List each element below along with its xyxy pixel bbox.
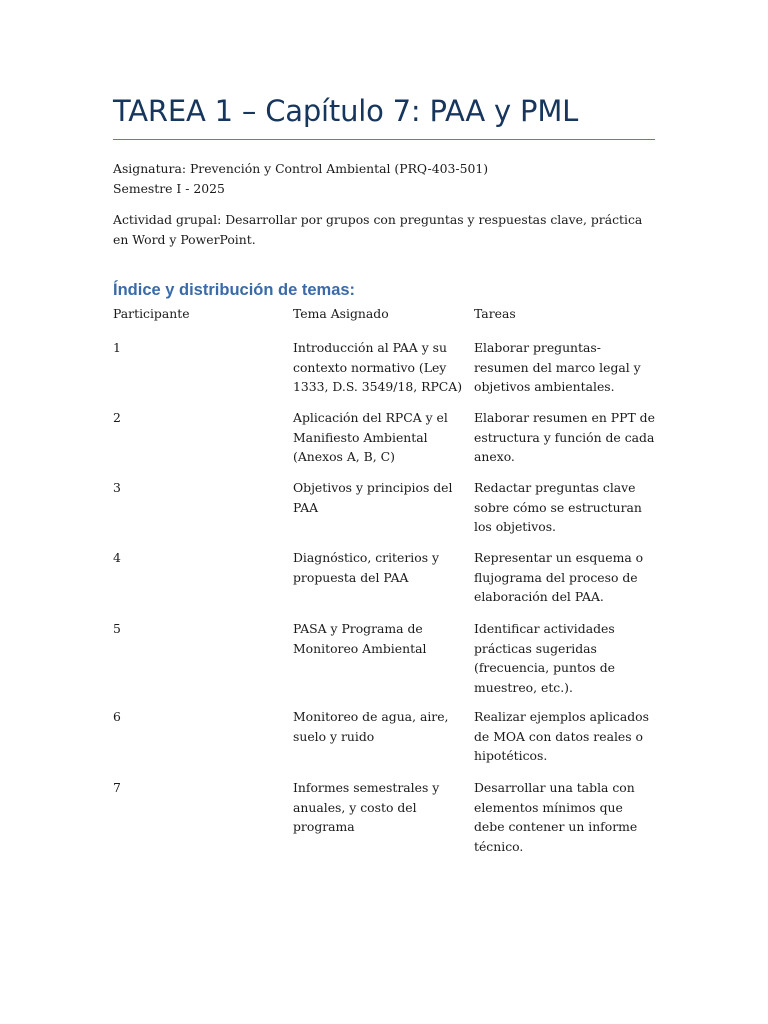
task-cell: Representar un esquema o flujograma del proceso de elaboración del PAA. <box>474 550 644 604</box>
topics-table <box>113 304 655 854</box>
table-header-row <box>113 304 655 338</box>
table-row <box>113 408 655 478</box>
activity-line: Actividad grupal: Desarrollar por grupos con preguntas y respuestas clave, práctica en Word y PowerPoint. <box>113 212 643 247</box>
topic-cell: Monitoreo de agua, aire, suelo y ruido <box>293 709 449 744</box>
topic-cell: Introducción al PAA y su contexto normativo (Ley 1333, D.S. 3549/18, RPCA) <box>293 340 463 394</box>
participant-cell: 3 <box>113 480 121 495</box>
table-row <box>113 548 655 619</box>
task-cell: Realizar ejemplos aplicados de MOA con datos reales o hipotéticos. <box>474 709 649 763</box>
topic-cell: PASA y Programa de Monitoreo Ambiental <box>293 621 427 656</box>
task-cell: Desarrollar una tabla con elementos mínimos que debe contener un informe técnico. <box>474 780 638 854</box>
task-cell: Identificar actividades prácticas sugeridas (frecuencia, puntos de muestreo, etc.). <box>474 621 615 695</box>
table-row <box>113 619 655 707</box>
document-title: TAREA 1 – Capítulo 7: PAA y PML <box>113 94 579 128</box>
task-cell: Elaborar preguntas-resumen del marco legal y objetivos ambientales. <box>474 340 641 394</box>
header-topic: Tema Asignado <box>293 306 389 321</box>
task-cell: Elaborar resumen en PPT de estructura y función de cada anexo. <box>474 410 655 464</box>
table-row <box>113 707 655 778</box>
subject-line: Asignatura: Prevención y Control Ambiental (PRQ-403-501) <box>113 161 489 176</box>
topic-cell: Aplicación del RPCA y el Manifiesto Ambiental (Anexos A, B, C) <box>293 410 448 464</box>
participant-cell: 6 <box>113 709 121 724</box>
topic-cell: Objetivos y principios del PAA <box>293 480 453 515</box>
table-row <box>113 478 655 548</box>
table-row <box>113 338 655 408</box>
participant-cell: 1 <box>113 340 121 355</box>
header-tasks: Tareas <box>474 306 516 321</box>
task-cell: Redactar preguntas clave sobre cómo se estructuran los objetivos. <box>474 480 642 534</box>
semester-line: Semestre I - 2025 <box>113 180 225 196</box>
participant-cell: 5 <box>113 621 121 636</box>
participant-cell: 7 <box>113 780 121 795</box>
activity-description <box>113 210 655 249</box>
topic-cell: Diagnóstico, criterios y propuesta del PAA <box>293 550 440 585</box>
participant-cell: 4 <box>113 550 121 565</box>
section-heading: Índice y distribución de temas: <box>113 281 356 299</box>
header-participant: Participante <box>113 306 190 321</box>
participant-cell: 2 <box>113 410 121 425</box>
course-info <box>113 159 655 198</box>
topic-cell: Informes semestrales y anuales, y costo del programa <box>293 780 440 834</box>
table-row <box>113 778 655 854</box>
title-underline <box>113 139 655 140</box>
